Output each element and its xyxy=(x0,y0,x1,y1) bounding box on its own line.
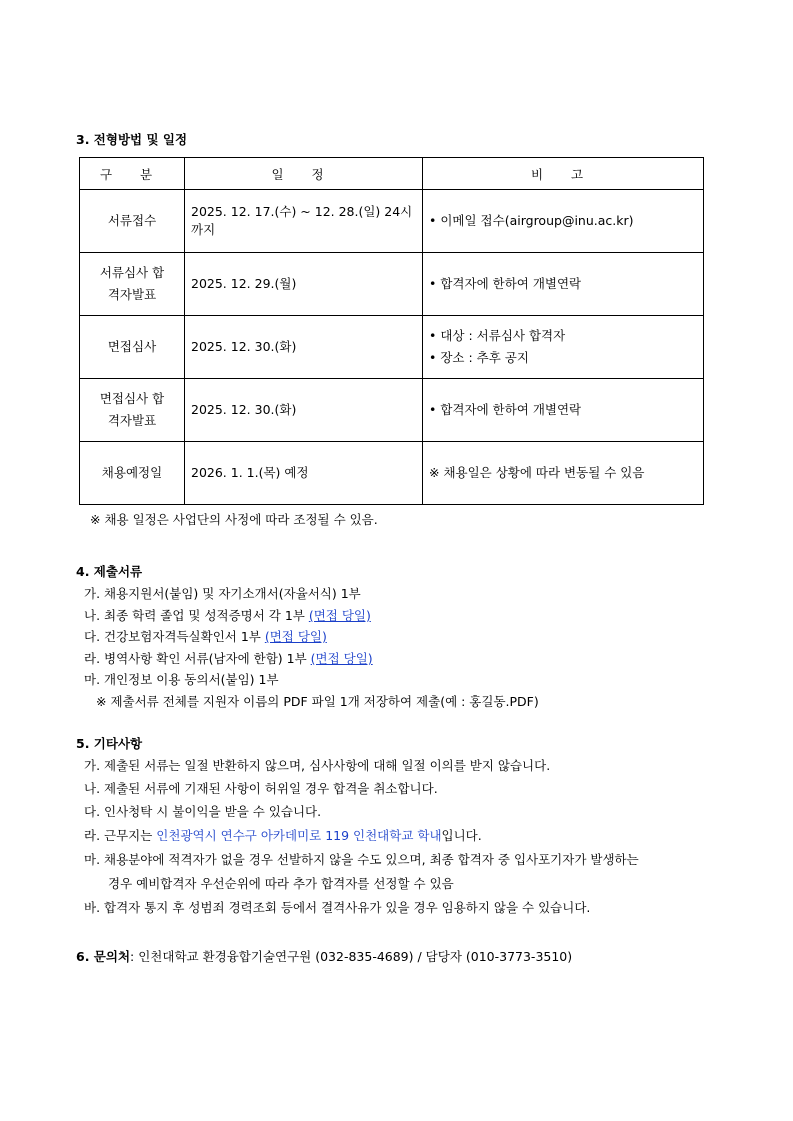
note-text: • 합격자에 한하여 개별연락 xyxy=(429,276,581,291)
row-notes xyxy=(423,379,704,442)
list-item: 나. 제출된 서류에 기재된 사항이 허위일 경우 합격을 취소합니다. xyxy=(84,781,438,796)
row-notes xyxy=(423,316,704,379)
list-item: 라. 근무지는 인천광역시 연수구 아카데미로 119 인천대학교 학내입니다. xyxy=(84,828,482,843)
note-text: • 장소 : 추후 공지 xyxy=(429,347,697,369)
table-row xyxy=(80,442,704,505)
workplace-address: 인천광역시 연수구 아카데미로 119 인천대학교 학내 xyxy=(156,828,442,843)
list-item: 가. 채용지원서(붙임) 및 자기소개서(자율서식) 1부 xyxy=(84,586,361,601)
interview-day-link: (면접 당일) xyxy=(264,629,327,644)
table-header-row xyxy=(80,158,704,190)
table-row xyxy=(80,316,704,379)
header-schedule: 일 정 xyxy=(185,158,423,190)
note-text: • 이메일 접수(airgroup@inu.ac.kr) xyxy=(429,213,634,228)
list-item: 다. 건강보험자격득실확인서 1부 (면접 당일) xyxy=(84,629,327,644)
schedule-table xyxy=(79,157,704,505)
row-schedule: 2025. 12. 30.(화) xyxy=(185,316,423,379)
row-notes xyxy=(423,442,704,505)
note-text: ※ 채용일은 상황에 따라 변동될 수 있음 xyxy=(429,465,645,480)
list-item: 라. 병역사항 확인 서류(남자에 한함) 1부 (면접 당일) xyxy=(84,651,373,666)
list-item: 다. 인사청탁 시 불이익을 받을 수 있습니다. xyxy=(84,804,322,819)
header-category: 구 분 xyxy=(80,158,185,190)
list-item: 가. 제출된 서류는 일절 반환하지 않으며, 심사사항에 대해 일절 이의를 받지 않습니다. xyxy=(84,758,551,773)
row-category: 면접심사 xyxy=(80,316,185,379)
list-item: 바. 합격자 통지 후 성범죄 경력조회 등에서 결격사유가 있을 경우 임용하지 않을 수 있습니다. xyxy=(84,900,591,915)
note-text: • 합격자에 한하여 개별연락 xyxy=(429,402,581,417)
table-row xyxy=(80,190,704,253)
row-schedule: 2025. 12. 30.(화) xyxy=(185,379,423,442)
row-notes xyxy=(423,253,704,316)
interview-day-link: (면접 당일) xyxy=(310,651,373,666)
header-notes: 비 고 xyxy=(423,158,704,190)
section-5-heading: 5. 기타사항 xyxy=(76,736,143,751)
row-category: 서류심사 합격자발표 xyxy=(80,253,185,316)
row-schedule: 2026. 1. 1.(목) 예정 xyxy=(185,442,423,505)
row-schedule: 2025. 12. 29.(월) xyxy=(185,253,423,316)
row-category: 채용예정일 xyxy=(80,442,185,505)
contact-line xyxy=(76,947,572,965)
list-item: 마. 채용분야에 적격자가 없을 경우 선발하지 않을 수도 있으며, 최종 합격자 중 입사포기자가 발생하는 xyxy=(84,852,639,867)
row-category: 면접심사 합격자발표 xyxy=(80,379,185,442)
schedule-footnote: ※ 채용 일정은 사업단의 사정에 따라 조정될 수 있음. xyxy=(90,512,378,527)
note-text: • 대상 : 서류심사 합격자 xyxy=(429,325,697,347)
interview-day-link: (면접 당일) xyxy=(308,608,371,623)
table-row xyxy=(80,379,704,442)
section-6-heading: 6. 문의처 xyxy=(76,949,131,964)
list-item-continuation: 경우 예비합격자 우선순위에 따라 추가 합격자를 선정할 수 있음 xyxy=(108,876,454,891)
list-item: 나. 최종 학력 졸업 및 성적증명서 각 1부 (면접 당일) xyxy=(84,608,371,623)
row-schedule: 2025. 12. 17.(수) ~ 12. 28.(일) 24시까지 xyxy=(185,190,423,253)
row-notes xyxy=(423,190,704,253)
row-category: 서류접수 xyxy=(80,190,185,253)
contact-info: : 인천대학교 환경융합기술연구원 (032-835-4689) / 담당자 (010-3773-3510) xyxy=(130,949,573,964)
submission-note: ※ 제출서류 전체를 지원자 이름의 PDF 파일 1개 저장하여 제출(예 : 홍길동.PDF) xyxy=(96,694,539,709)
list-item: 마. 개인정보 이용 동의서(붙임) 1부 xyxy=(84,672,279,687)
section-4-heading: 4. 제출서류 xyxy=(76,564,143,579)
table-row xyxy=(80,253,704,316)
section-3-heading: 3. 전형방법 및 일정 xyxy=(76,132,188,147)
